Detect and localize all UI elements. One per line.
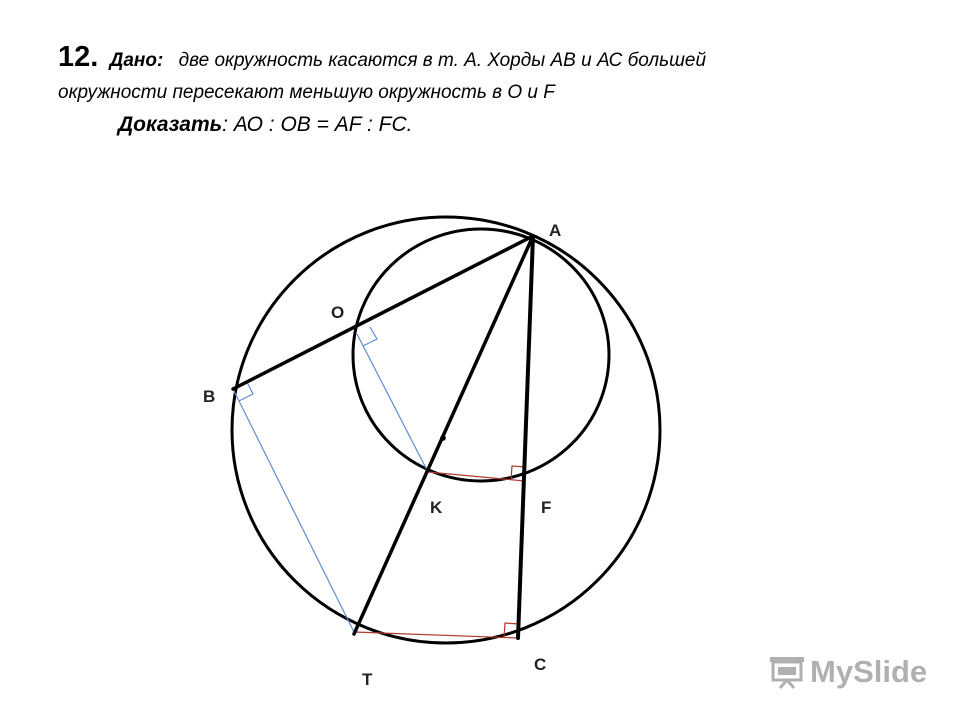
label-T: T — [362, 670, 373, 689]
given-label: Дано: — [109, 50, 164, 71]
label-O: O — [331, 303, 345, 322]
chord-AC — [518, 236, 533, 638]
prove-text: : АО : ОВ = АF : FC. — [222, 113, 413, 136]
problem-number: 12. — [58, 41, 99, 73]
perpendicular-B-T — [233, 389, 354, 632]
label-C: C — [534, 655, 547, 674]
given-text: две окружность касаются в т. А. Хорды АВ и АС большей — [178, 50, 707, 71]
label-A: A — [549, 221, 562, 240]
center-point — [440, 435, 446, 441]
label-F: F — [541, 498, 552, 517]
chord-AB — [233, 236, 533, 389]
presentation-icon — [768, 655, 806, 689]
watermark-text: MySlide — [810, 654, 928, 689]
prove-label: Доказать — [118, 113, 223, 136]
perpendicular-O-K — [357, 334, 428, 472]
segment-T-C — [354, 632, 518, 638]
watermark-logo — [768, 654, 927, 690]
label-K: K — [430, 498, 443, 517]
given-text-continued: окружности пересекают меньшую окружность в О и F — [58, 82, 555, 103]
label-B: B — [203, 387, 216, 406]
right-angle-mark-O — [363, 327, 377, 346]
